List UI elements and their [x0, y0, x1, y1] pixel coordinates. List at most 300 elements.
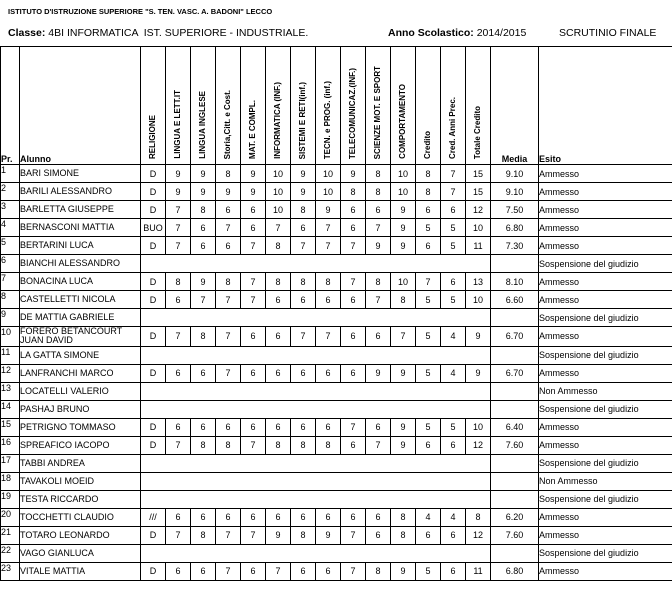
col-header-subject	[441, 47, 466, 165]
grade-cell: 6	[316, 508, 341, 526]
grade-cell: 4	[441, 364, 466, 382]
grade-cell: 6	[291, 562, 316, 580]
grade-cell: D	[141, 562, 166, 580]
grade-cell: 6	[416, 201, 441, 219]
col-header-esito: Esito	[539, 47, 672, 165]
grade-cell: D	[141, 183, 166, 201]
grade-cell: D	[141, 291, 166, 309]
grade-cell: 10	[391, 273, 416, 291]
class-label: Classe:	[8, 27, 46, 39]
grade-cell: D	[141, 165, 166, 183]
student-name: PASHAJ BRUNO	[20, 400, 141, 418]
grade-cell: 10	[466, 418, 491, 436]
grade-cell: 7	[366, 291, 391, 309]
media-cell	[491, 454, 539, 472]
grade-cell: 6	[241, 364, 266, 382]
student-name: BIANCHI ALESSANDRO	[20, 255, 141, 273]
grade-cell: 5	[441, 418, 466, 436]
grade-cell: 7	[166, 237, 191, 255]
grade-cell: 7	[291, 327, 316, 347]
col-header-subject	[391, 47, 416, 165]
esito-cell: Ammesso	[539, 562, 672, 580]
esito-cell: Non Ammesso	[539, 472, 672, 490]
student-name: BARI SIMONE	[20, 165, 141, 183]
student-row	[1, 490, 672, 508]
subject-label: INFORMATICA (INF.)	[273, 82, 283, 159]
media-cell	[491, 382, 539, 400]
student-row	[1, 327, 672, 347]
media-cell: 9.10	[491, 165, 539, 183]
grade-cell: 7	[166, 327, 191, 347]
media-cell	[491, 544, 539, 562]
student-row	[1, 219, 672, 237]
grade-cell: 8	[416, 183, 441, 201]
row-number: 7	[1, 273, 20, 291]
empty-grades-cell	[141, 400, 491, 418]
grade-cell: 13	[466, 273, 491, 291]
empty-grades-cell	[141, 309, 491, 327]
grade-cell: 6	[416, 436, 441, 454]
grade-cell: 9	[166, 165, 191, 183]
grade-cell: 8	[266, 436, 291, 454]
grade-cell: 5	[441, 237, 466, 255]
esito-cell: Sospensione del giudizio	[539, 400, 672, 418]
header-row	[1, 47, 672, 165]
grade-cell: D	[141, 327, 166, 347]
grade-cell: 7	[316, 237, 341, 255]
col-header-subject	[266, 47, 291, 165]
grade-cell: 9	[241, 165, 266, 183]
grade-cell: 7	[216, 327, 241, 347]
student-row	[1, 273, 672, 291]
grade-cell: 4	[416, 508, 441, 526]
grade-cell: 8	[266, 273, 291, 291]
student-row	[1, 436, 672, 454]
grade-cell: 8	[391, 291, 416, 309]
grade-cell: D	[141, 237, 166, 255]
media-cell: 7.60	[491, 526, 539, 544]
grade-cell: 6	[266, 418, 291, 436]
esito-cell: Sospensione del giudizio	[539, 346, 672, 364]
grade-cell: 4	[441, 327, 466, 347]
grade-cell: 11	[466, 562, 491, 580]
grade-cell: 7	[441, 165, 466, 183]
grade-cell: 7	[366, 219, 391, 237]
grade-cell: 9	[391, 436, 416, 454]
grade-cell: 8	[291, 436, 316, 454]
class-info	[8, 27, 308, 39]
grade-cell: 7	[341, 273, 366, 291]
row-number: 18	[1, 472, 20, 490]
grade-cell: 8	[216, 165, 241, 183]
table-body	[1, 165, 672, 581]
student-name: BARILI ALESSANDRO	[20, 183, 141, 201]
school-year-value: 2014/2015	[476, 27, 527, 39]
grade-cell: 6	[266, 364, 291, 382]
row-number: 14	[1, 400, 20, 418]
grade-cell: 8	[216, 273, 241, 291]
subject-label: SISTEMI E RETI(inf.)	[298, 81, 308, 159]
grade-cell: 9	[466, 364, 491, 382]
grade-cell: 5	[416, 364, 441, 382]
col-header-subject	[366, 47, 391, 165]
subject-label: MAT. E COMPL.	[248, 100, 258, 159]
col-header-pr: Pr.	[1, 47, 20, 165]
media-cell: 6.20	[491, 508, 539, 526]
student-name: FORERO BETANCOURT JUAN DAVID	[20, 327, 141, 347]
row-number: 16	[1, 436, 20, 454]
grade-cell: 7	[316, 219, 341, 237]
grade-cell: 6	[316, 562, 341, 580]
media-cell	[491, 472, 539, 490]
row-number: 6	[1, 255, 20, 273]
grade-cell: 8	[191, 526, 216, 544]
grade-cell: BUO	[141, 219, 166, 237]
grade-cell: 6	[191, 219, 216, 237]
grade-cell: 9	[241, 183, 266, 201]
media-cell	[491, 309, 539, 327]
grade-cell: 10	[316, 183, 341, 201]
grade-cell: 6	[216, 418, 241, 436]
student-row	[1, 255, 672, 273]
grade-cell: 9	[216, 183, 241, 201]
grade-cell: 6	[291, 508, 316, 526]
grade-cell: 6	[241, 508, 266, 526]
esito-cell: Sospensione del giudizio	[539, 490, 672, 508]
grade-cell: 7	[341, 562, 366, 580]
grade-cell: 6	[341, 364, 366, 382]
student-name: PETRIGNO TOMMASO	[20, 418, 141, 436]
esito-cell: Ammesso	[539, 327, 672, 347]
empty-grades-cell	[141, 382, 491, 400]
student-name: BARLETTA GIUSEPPE	[20, 201, 141, 219]
media-cell: 6.70	[491, 327, 539, 347]
grade-cell: 8	[316, 436, 341, 454]
grade-cell: 8	[216, 436, 241, 454]
row-number: 1	[1, 165, 20, 183]
col-header-subject	[166, 47, 191, 165]
student-row	[1, 508, 672, 526]
student-row	[1, 562, 672, 580]
student-name: LANFRANCHI MARCO	[20, 364, 141, 382]
grade-cell: 6	[166, 364, 191, 382]
grade-cell: 6	[316, 364, 341, 382]
row-number: 21	[1, 526, 20, 544]
grade-cell: 7	[416, 273, 441, 291]
row-number: 2	[1, 183, 20, 201]
grade-cell: 6	[441, 273, 466, 291]
grade-cell: 6	[241, 327, 266, 347]
grade-cell: 9	[291, 165, 316, 183]
grade-cell: 8	[291, 273, 316, 291]
student-name: TABBI ANDREA	[20, 454, 141, 472]
student-row	[1, 201, 672, 219]
esito-cell: Ammesso	[539, 237, 672, 255]
student-name: LOCATELLI VALERIO	[20, 382, 141, 400]
row-number: 3	[1, 201, 20, 219]
student-name: BERNASCONI MATTIA	[20, 219, 141, 237]
esito-cell: Ammesso	[539, 364, 672, 382]
subject-label: COMPORTAMENTO	[398, 84, 408, 159]
grade-cell: D	[141, 418, 166, 436]
subject-label: SCIENZE MOT. E SPORT	[373, 65, 383, 159]
esito-cell: Ammesso	[539, 418, 672, 436]
grade-cell: 5	[441, 291, 466, 309]
student-name: VAGO GIANLUCA	[20, 544, 141, 562]
student-name: BERTARINI LUCA	[20, 237, 141, 255]
media-cell	[491, 400, 539, 418]
grade-cell: 6	[241, 219, 266, 237]
grade-cell: D	[141, 436, 166, 454]
row-number: 11	[1, 346, 20, 364]
student-row	[1, 400, 672, 418]
media-cell: 8.10	[491, 273, 539, 291]
row-number: 15	[1, 418, 20, 436]
grade-cell: 7	[241, 273, 266, 291]
grade-cell: 6	[291, 219, 316, 237]
grade-cell: 9	[466, 327, 491, 347]
grade-cell: 6	[191, 508, 216, 526]
grade-cell: 6	[366, 418, 391, 436]
grade-cell: 6	[441, 201, 466, 219]
grade-cell: 9	[341, 165, 366, 183]
grade-cell: 7	[291, 237, 316, 255]
grade-cell: 10	[316, 165, 341, 183]
student-row	[1, 382, 672, 400]
grade-cell: 10	[466, 219, 491, 237]
grade-cell: 7	[216, 526, 241, 544]
esito-cell: Sospensione del giudizio	[539, 255, 672, 273]
esito-cell: Sospensione del giudizio	[539, 309, 672, 327]
grade-cell: 9	[316, 201, 341, 219]
grade-cell: 5	[416, 562, 441, 580]
grade-cell: 9	[191, 183, 216, 201]
grade-cell: 6	[366, 508, 391, 526]
grade-cell: 8	[291, 201, 316, 219]
grade-cell: 15	[466, 183, 491, 201]
row-number: 8	[1, 291, 20, 309]
esito-cell: Sospensione del giudizio	[539, 544, 672, 562]
col-header-alunno: Alunno	[20, 47, 141, 165]
grade-cell: 6	[341, 291, 366, 309]
grade-cell: D	[141, 273, 166, 291]
media-cell: 6.40	[491, 418, 539, 436]
grade-cell: 5	[416, 418, 441, 436]
student-row	[1, 237, 672, 255]
grade-cell: 7	[166, 436, 191, 454]
grade-cell: 9	[366, 364, 391, 382]
subject-label: LINGUA E LETT.IT	[173, 90, 183, 159]
grade-cell: D	[141, 526, 166, 544]
student-row	[1, 309, 672, 327]
row-number: 19	[1, 490, 20, 508]
grade-cell: 6	[366, 201, 391, 219]
esito-cell: Ammesso	[539, 291, 672, 309]
row-number: 23	[1, 562, 20, 580]
esito-cell: Ammesso	[539, 508, 672, 526]
col-header-subject	[241, 47, 266, 165]
grade-cell: 9	[391, 201, 416, 219]
grade-cell: 8	[166, 273, 191, 291]
subject-label: Credito	[423, 131, 433, 159]
grade-cell: 7	[241, 526, 266, 544]
school-year-info	[388, 27, 526, 39]
student-row	[1, 364, 672, 382]
grade-cell: 6	[341, 201, 366, 219]
grade-cell: 6	[191, 562, 216, 580]
row-number: 17	[1, 454, 20, 472]
grade-cell: 6	[341, 219, 366, 237]
student-name: TAVAKOLI MOEID	[20, 472, 141, 490]
grade-cell: 7	[216, 562, 241, 580]
class-value: 4BI INFORMATICA IST. SUPERIORE - INDUSTRIALE.	[48, 27, 309, 39]
grade-cell: 6	[191, 237, 216, 255]
grade-cell: 8	[191, 327, 216, 347]
student-row	[1, 526, 672, 544]
student-name: TOCCHETTI CLAUDIO	[20, 508, 141, 526]
empty-grades-cell	[141, 255, 491, 273]
student-name: CASTELLETTI NICOLA	[20, 291, 141, 309]
grade-cell: 10	[266, 165, 291, 183]
row-number: 4	[1, 219, 20, 237]
grade-cell: 8	[316, 273, 341, 291]
esito-cell: Ammesso	[539, 219, 672, 237]
student-name: VITALE MATTIA	[20, 562, 141, 580]
row-number: 22	[1, 544, 20, 562]
grade-cell: 7	[241, 436, 266, 454]
grade-cell: 8	[391, 508, 416, 526]
grade-cell: 7	[216, 364, 241, 382]
grade-cell: 6	[441, 526, 466, 544]
grade-cell: 6	[241, 562, 266, 580]
col-header-subject	[291, 47, 316, 165]
grade-cell: 8	[366, 165, 391, 183]
subject-label: TELECOMUNICAZ.(INF.)	[348, 67, 358, 159]
grade-cell: 9	[391, 364, 416, 382]
grade-cell: 6	[191, 364, 216, 382]
grade-cell: 9	[391, 219, 416, 237]
grade-cell: 8	[366, 183, 391, 201]
empty-grades-cell	[141, 346, 491, 364]
media-cell: 7.60	[491, 436, 539, 454]
col-header-subject	[216, 47, 241, 165]
student-row	[1, 165, 672, 183]
media-cell: 9.10	[491, 183, 539, 201]
grade-cell: 9	[316, 526, 341, 544]
grade-cell: 6	[241, 418, 266, 436]
grade-cell: 6	[366, 327, 391, 347]
grade-cell: 6	[166, 418, 191, 436]
empty-grades-cell	[141, 544, 491, 562]
col-header-media: Media	[491, 47, 539, 165]
esito-cell: Ammesso	[539, 273, 672, 291]
row-number: 9	[1, 309, 20, 327]
esito-cell: Ammesso	[539, 183, 672, 201]
grade-cell: 6	[291, 364, 316, 382]
media-cell: 6.70	[491, 364, 539, 382]
col-header-subject	[316, 47, 341, 165]
grade-cell: 8	[266, 237, 291, 255]
grade-cell: 12	[466, 526, 491, 544]
subject-label: Storia,Citt. e Cost.	[223, 89, 233, 159]
grade-cell: 6	[366, 526, 391, 544]
grade-cell: 6	[316, 418, 341, 436]
grade-cell: 6	[441, 436, 466, 454]
grade-cell: 8	[366, 562, 391, 580]
row-number: 10	[1, 327, 20, 347]
esito-cell: Ammesso	[539, 436, 672, 454]
student-name: TOTARO LEONARDO	[20, 526, 141, 544]
row-number: 12	[1, 364, 20, 382]
esito-cell: Ammesso	[539, 526, 672, 544]
grade-cell: 6	[216, 508, 241, 526]
grade-cell: 6	[241, 201, 266, 219]
grade-cell: 9	[366, 237, 391, 255]
grade-cell: 7	[166, 526, 191, 544]
grade-cell: 6	[266, 291, 291, 309]
grade-cell: 6	[441, 562, 466, 580]
grade-cell: 5	[441, 219, 466, 237]
student-row	[1, 472, 672, 490]
grade-cell: D	[141, 364, 166, 382]
school-name: ISTITUTO D'ISTRUZIONE SUPERIORE "S. TEN. VASC. A. BADONI" LECCO	[8, 7, 273, 16]
esito-cell: Ammesso	[539, 165, 672, 183]
student-row	[1, 454, 672, 472]
grade-cell: 6	[266, 508, 291, 526]
grade-cell: 6	[291, 291, 316, 309]
esito-cell: Ammesso	[539, 201, 672, 219]
grade-cell: 9	[266, 526, 291, 544]
grade-cell: 10	[391, 165, 416, 183]
media-cell: 6.60	[491, 291, 539, 309]
subject-label: Totale Credito	[473, 105, 483, 159]
student-name: SPREAFICO IACOPO	[20, 436, 141, 454]
grade-cell: 8	[466, 508, 491, 526]
grade-cell: 4	[441, 508, 466, 526]
grade-cell: 6	[216, 201, 241, 219]
col-header-subject	[416, 47, 441, 165]
grade-cell: 8	[341, 183, 366, 201]
grade-cell: ///	[141, 508, 166, 526]
grade-cell: 15	[466, 165, 491, 183]
grade-cell: 6	[316, 291, 341, 309]
school-year-label: Anno Scolastico:	[388, 27, 474, 39]
student-row	[1, 544, 672, 562]
student-row	[1, 346, 672, 364]
grade-cell: 9	[191, 273, 216, 291]
grade-cell: 6	[216, 237, 241, 255]
grade-cell: 6	[166, 291, 191, 309]
grade-cell: 7	[191, 291, 216, 309]
student-name: DE MATTIA GABRIELE	[20, 309, 141, 327]
grade-cell: 6	[166, 508, 191, 526]
row-number: 20	[1, 508, 20, 526]
grade-cell: 7	[216, 219, 241, 237]
grade-cell: 5	[416, 219, 441, 237]
media-cell: 6.80	[491, 562, 539, 580]
grade-cell: 8	[191, 201, 216, 219]
grade-cell: 8	[391, 526, 416, 544]
student-row	[1, 183, 672, 201]
grade-cell: 7	[441, 183, 466, 201]
grade-cell: 7	[241, 291, 266, 309]
grade-cell: 10	[466, 291, 491, 309]
empty-grades-cell	[141, 472, 491, 490]
grade-cell: 6	[291, 418, 316, 436]
student-row	[1, 291, 672, 309]
grade-cell: 6	[416, 526, 441, 544]
esito-cell: Non Ammesso	[539, 382, 672, 400]
